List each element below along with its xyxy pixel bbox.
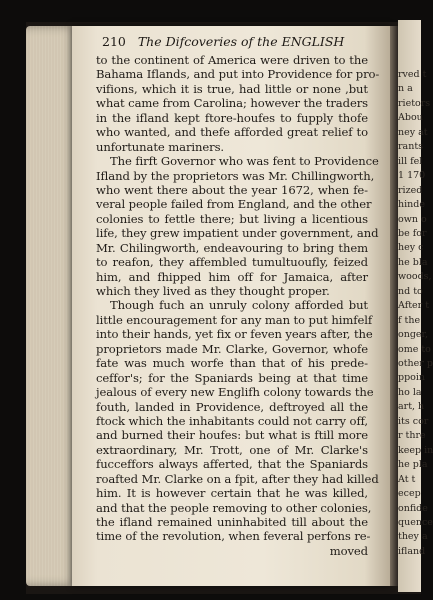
text-line: jealous of every new Englifh colony towards the (96, 385, 374, 400)
text-line: veral people failed from England, and the other (96, 197, 372, 212)
right-page-line-fragment: ifland (398, 545, 426, 557)
text-line: Though fuch an unruly colony afforded but (110, 298, 368, 313)
right-page-line-fragment: they a (398, 531, 428, 543)
right-page-line-fragment: After t (398, 300, 430, 312)
right-page-line-fragment: woods, (398, 271, 432, 283)
text-line: Mr. Chilingworth, endeavouring to bring them (96, 240, 368, 255)
text-line: The firft Governor who was fent to Providence (110, 154, 379, 169)
right-page-line-fragment: r thre (398, 430, 426, 442)
right-page-line-fragment: rved t (398, 69, 427, 80)
right-page-line-fragment: onfide (398, 502, 428, 514)
body-text (96, 53, 380, 558)
right-page-line-fragment: its cor (398, 415, 429, 427)
running-header (102, 32, 362, 52)
text-line: to reafon, they affembled tumultuoufly, feized (96, 255, 368, 270)
right-page-line-fragment: quence (398, 516, 433, 528)
right-page-line-fragment: he bla (398, 256, 428, 268)
text-line: Bahama Iflands, and put into Providence for pro- (96, 67, 380, 82)
running-title: The Difcoveries of the ENGLISH (137, 34, 345, 49)
text-line: little encouragement for any man to put himfelf (96, 312, 373, 327)
right-page-line-fragment: ho la (398, 386, 422, 398)
right-page-line-fragment: ney at (398, 126, 428, 138)
page-block-edge (26, 26, 78, 586)
right-page-line-fragment: rants (398, 141, 424, 153)
text-line: and burned their houfes: but what is ftill more (96, 428, 368, 443)
text-line: who wanted, and thefe afforded great relief to (96, 125, 368, 140)
text-line: what came from Carolina; however the traders (96, 96, 368, 111)
text-line: the ifland remained uninhabited till about the (96, 515, 368, 529)
right-page-line-fragment: art, h (398, 401, 425, 413)
right-page-line-fragment: hey c (398, 242, 424, 254)
text-line: which they lived as they thought proper. (96, 284, 330, 298)
right-page-line-fragment: Abou (398, 112, 423, 124)
right-page-line-fragment: hinde (398, 199, 425, 211)
right-page-line-fragment: own o (398, 213, 427, 225)
text-line: him. It is however certain that he was killed, (96, 486, 368, 501)
right-page-line-fragment: be for (398, 227, 427, 239)
right-page-line-fragment: ppoin (398, 372, 426, 384)
text-line: fate was much worfe than that of his prede- (96, 356, 368, 371)
right-page-fragment (398, 20, 433, 592)
text-line: Ifland by the proprietors was Mr. Chillingworth, (96, 168, 375, 183)
right-page-line-fragment: he pla (398, 459, 428, 471)
text-line: vifions, which it is true, had little or none ,but (96, 81, 368, 96)
text-line: extraordinary, Mr. Trott, one of Mr. Clarke's (96, 442, 368, 457)
page-number: 210 (102, 34, 126, 49)
text-line: into their hands, yet fix or feven years after, the (96, 327, 373, 342)
text-line: ceffor's; for the Spaniards being at that time (96, 370, 368, 385)
text-line: and that the people removing to other colonies, (96, 500, 372, 515)
text-line: proprietors made Mr. Clarke, Governor, whofe (96, 341, 368, 356)
text-line: roafted Mr. Clarke on a fpit, after they had killed (96, 471, 379, 486)
text-line: life, they grew impatient under government, and (96, 226, 379, 241)
text-line: who went there about the year 1672, when fe- (96, 182, 368, 197)
text-line: fucceffors always afferted, that the Spaniards (96, 457, 368, 472)
right-page-line-fragment: nd to (398, 285, 423, 297)
right-page-line-fragment: n a (398, 83, 413, 95)
right-page-line-fragment: ecep (398, 488, 421, 500)
text-line: to the continent of America were driven to the (96, 53, 368, 67)
text-line: in the ifland kept ftore-houfes to fupply thofe (96, 110, 368, 125)
text-line: fouth, landed in Providence, deftroyed all the (96, 399, 368, 414)
right-page-line-fragment: f the (398, 314, 421, 326)
right-page-line-fragment: ome to (398, 343, 431, 355)
text-line: time of the revolution, when feveral perfons re- (96, 529, 371, 544)
right-page-line-fragment: onger, (398, 329, 429, 341)
right-page-line-fragment: keep in (398, 444, 433, 456)
right-page-line-fragment: other p (398, 358, 433, 369)
book-gutter (390, 26, 398, 586)
text-line: moved (329, 543, 368, 558)
text-line: ftock which the inhabitants could not carry off, (96, 413, 368, 428)
right-page-line-fragment: ill fel (398, 155, 423, 167)
text-line: colonies to fettle there; but living a licentious (96, 211, 368, 226)
right-page-line-fragment: rietors (398, 97, 431, 109)
right-page-line-fragment: 1 170 (398, 170, 426, 182)
right-page-line-fragment: rized (398, 184, 423, 196)
text-line: him, and fhipped him off for Jamaica, after (96, 269, 368, 284)
text-line: unfortunate mariners. (96, 139, 225, 154)
right-page-line-fragment: At t (398, 473, 416, 485)
